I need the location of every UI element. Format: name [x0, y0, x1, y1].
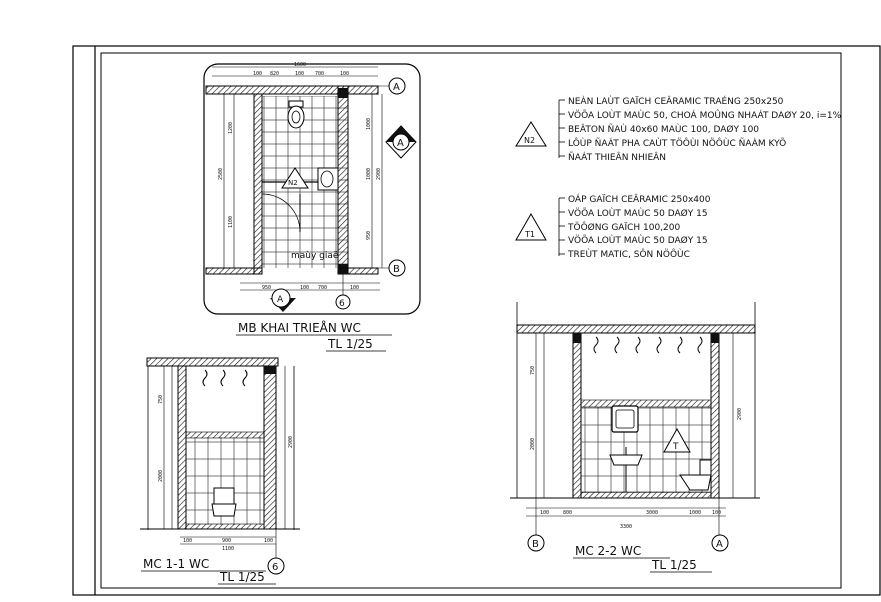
plan-section-a-label: A — [397, 138, 404, 149]
section2-dim-bottom-2: 800 — [563, 510, 573, 516]
notes-wall-line-2: VÖÕA LOÙT MAÙC 50 DAØY 15 — [568, 209, 708, 219]
plan-dim-left-1: 1200 — [228, 121, 234, 134]
plan-dim-right-2: 1000 — [366, 167, 372, 180]
notes-floor-line-2: VÖÕA LOÙT MAÙC 50, CHOÁ MOÛNG NHAÁT DAØY 20, i=1% — [568, 111, 842, 121]
notes-floor-tag: N2 — [524, 136, 536, 145]
plan-dim-top-5: 100 — [340, 71, 350, 77]
section2-scale: TL 1/25 — [652, 558, 697, 572]
section1-dim-bottom-1: 100 — [183, 538, 193, 544]
section-1-1 — [140, 358, 300, 574]
section2-wall-tag: T — [673, 442, 679, 452]
plan-dim-right-3: 950 — [366, 230, 372, 240]
notes-floor-line-4: LÔÙP ÑAÁT PHA CAÙT TÖÔÙI NÖÔÙC ÑAÀM KYÕ — [568, 139, 787, 149]
section1-dim-bottom-3: 100 — [264, 538, 274, 544]
section2-grid-left-label: B — [532, 539, 539, 550]
notes-wall-tag: T1 — [525, 230, 535, 239]
door-label: maùy giaë — [291, 251, 339, 261]
notes-wall-line-4: VÖÕA LOÙT MAÙC 50 DAØY 15 — [568, 236, 708, 246]
plan-scale: TL 1/25 — [328, 337, 373, 351]
section2-grid-right-label: A — [716, 539, 723, 550]
plan-dim-top-3: 100 — [295, 71, 305, 77]
plan-floor-tag: N2 — [288, 179, 298, 187]
plan-grid-6-label: 6 — [339, 299, 345, 309]
notes-floor-line-1: NEÀN LAÙT GAÏCH CEÂRAMIC TRAÉNG 250x250 — [568, 97, 784, 107]
section1-dim-upper: 750 — [158, 394, 164, 404]
plan-view — [204, 64, 420, 314]
notes-wall-line-1: OÁP GAÏCH CEÂRAMIC 250x400 — [568, 195, 711, 205]
section1-dim-bottom-2: 900 — [222, 538, 232, 544]
section2-title: MC 2-2 WC — [575, 544, 642, 558]
section1-grid-label: 6 — [272, 562, 279, 573]
plan-dim-bottom-1: 950 — [262, 285, 272, 291]
plan-dim-top-4: 700 — [315, 71, 325, 77]
plan-dim-bottom-3: 700 — [318, 285, 328, 291]
plan-dim-bottom-2: 100 — [300, 285, 310, 291]
plan-dim-left-2: 1100 — [228, 215, 234, 228]
section1-dim-lower: 2000 — [158, 469, 164, 482]
section2-dim-bottom-5: 100 — [712, 510, 722, 516]
section2-dim-height: 2900 — [737, 407, 743, 420]
plan-grid-a-label: A — [393, 82, 400, 93]
section2-dim-bottom-4: 1000 — [689, 510, 702, 516]
plan-dim-right-total: 2900 — [376, 167, 382, 180]
section2-dim-upper: 750 — [530, 365, 536, 375]
section2-dim-bottom-1: 100 — [540, 510, 550, 516]
plan-section-a2-label: A — [277, 295, 284, 305]
section1-title: MC 1-1 WC — [143, 557, 210, 571]
toilet-fixture — [288, 101, 304, 128]
washbasin-fixture — [318, 168, 338, 190]
notes-wall-line-3: TÖÔØNG GAÏCH 100,200 — [568, 223, 681, 233]
plan-grid-b-label: B — [393, 264, 400, 275]
plan-dim-top-1: 100 — [253, 71, 263, 77]
section2-dim-bottom-3: 3000 — [646, 510, 659, 516]
notes-floor-line-5: ÑAÁT THIEÂN NHIEÂN — [568, 153, 667, 163]
notes-markers — [516, 100, 565, 256]
plan-dim-top-2: 820 — [270, 71, 280, 77]
section2-dim-bottom-total: 3300 — [620, 524, 633, 530]
notes-wall-line-5: TREÙT MATIC, SÔN NÖÔÙC — [568, 250, 690, 260]
plan-dim-left-total: 2500 — [218, 167, 224, 180]
section1-dim-bottom-total: 1100 — [222, 546, 235, 552]
plan-dim-right-1: 1000 — [366, 117, 372, 130]
plan-dim-top-total: 1600 — [294, 62, 307, 68]
plan-dim-bottom-4: 100 — [350, 285, 360, 291]
section2-dim-lower: 2000 — [530, 437, 536, 450]
plan-title: MB KHAI TRIEÅN WC — [238, 321, 361, 335]
notes-floor-line-3: BEÂTON ÑAÙ 40x60 MAÙC 100, DAØY 100 — [568, 125, 760, 135]
section1-dim-height: 2900 — [288, 435, 294, 448]
section1-scale: TL 1/25 — [220, 570, 265, 584]
